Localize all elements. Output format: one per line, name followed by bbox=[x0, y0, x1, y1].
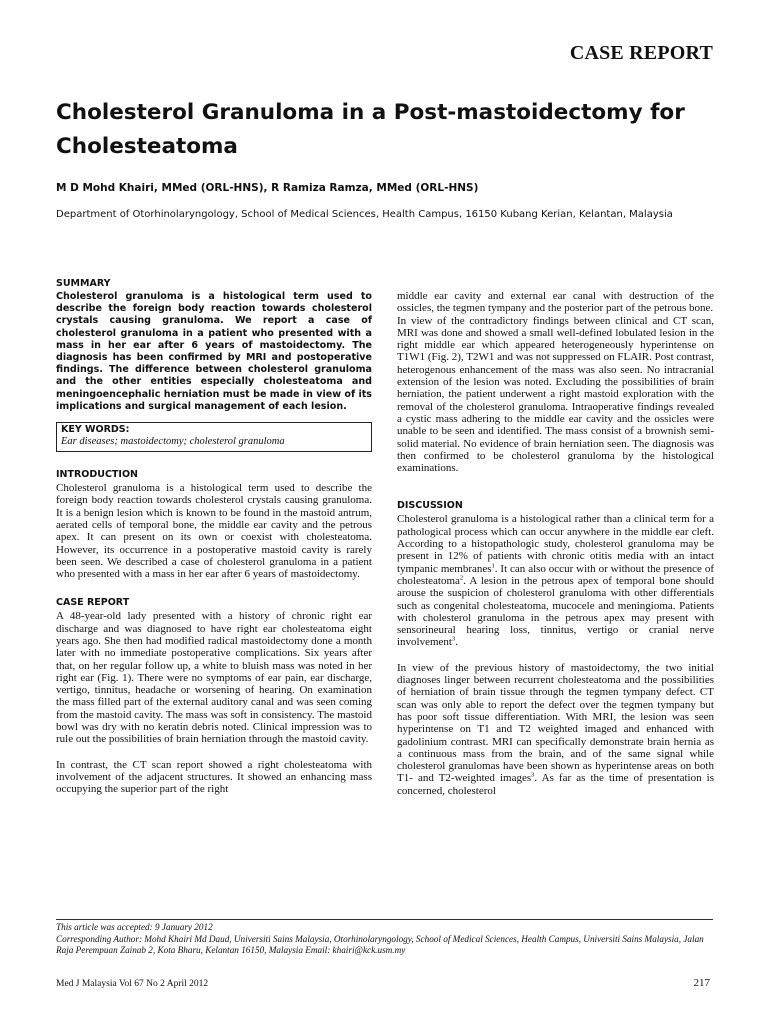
reference-marker: 1 bbox=[491, 561, 495, 569]
reference-marker: 3 bbox=[531, 771, 535, 779]
page-number: 217 bbox=[693, 977, 710, 989]
left-column bbox=[56, 278, 372, 796]
discussion-heading: DISCUSSION bbox=[397, 500, 463, 512]
case-report-paragraph: middle ear cavity and external ear canal with destruction of the ossicles, the tegmen tympany and the posterior part of the petrous bone. bbox=[397, 290, 714, 315]
summary-heading: SUMMARY bbox=[56, 278, 111, 289]
journal-citation: Med J Malaysia Vol 67 No 2 April 2012 bbox=[56, 979, 209, 989]
case-report-paragraph: In view of the contradictory findings between clinical and CT scan, MRI was done and showed a small well-defined lobulated lesion in the right middle ear which appeared heterogeneously hyperintense on T1W1 (Fig. 2), T2W1 and was not suppressed on FLAIR. Post contrast, heterogenous enhancement of the mass was also seen. No intracranial extension of the lesion was noted. Excluding the possibilities of brain herniation, the patient underwent a right mastoid exploration with the removal of the cholesterol granuloma. Intraoperative findings revealed a cystic mass adhering to the middle ear cavity and the ossicles were unable to be seen and identified. The mass consist of a brownish semi-solid material. No evidence of brain herniation seen. The diagnosis was then confirmed to be cholesterol granuloma by the histological examinations. bbox=[397, 314, 714, 475]
section-label: CASE REPORT bbox=[569, 42, 713, 64]
accepted-date: This article was accepted: 9 January 2012 bbox=[56, 922, 213, 932]
keywords-box bbox=[56, 422, 372, 452]
discussion-paragraph: Cholesterol granuloma is a histological rather than a clinical term for a pathological process which can occur anywhere in the middle ear cleft. According to a histopathologic study, cholesterol granuloma may be present in 12% of patients with chronic otitis media with an intact tympanic membranes$^1$. It can also occur with or without the presence of cholesteatoma$^2$. A lesion in the petrous apex of temporal bone should arouse the suspicion of cholesterol granuloma with other differentials such as congenital cholesteatoma, mucocele and meningioma. Patients with cholesterol granuloma in the petrous apex may present with sensorineural hearing loss, tinnitus, vertigo or cranial nerve involvement$^3$. bbox=[397, 513, 714, 649]
case-report-paragraph: In contrast, the CT scan report showed a right cholesteatoma with involvement of the adjacent structures. It showed an enhancing mass occupying the superior part of the right bbox=[56, 758, 372, 796]
keywords-label: KEY WORDS: bbox=[61, 424, 130, 436]
reference-marker: 3 bbox=[452, 635, 456, 643]
article-authors: M D Mohd Khairi, MMed (ORL-HNS), R Ramiza Ramza, MMed (ORL-HNS) bbox=[56, 182, 479, 194]
corresponding-author: Corresponding Author: Mohd Khairi Md Daud, Universiti Sains Malaysia, Otorhinolaryngology, School of Medical Sciences, Health Campus, Universiti Sains Malaysia, Jalan Raja Perempuan Zainab 2, Kota Bharu, Kelantan 16150, Malaysia Email: khairi@kck.usm.my bbox=[56, 933, 704, 955]
introduction-text: Cholesterol granuloma is a histological term used to describe the foreign body reaction towards cholesterol crystals causing granuloma. It is a benign lesion which is known to be found in the mastoid antrum, aerated cells of temporal bone, the middle ear cavity and the petrous apex. It can present on its own or coexist with cholesteatoma. However, its occurrence in a postoperative mastoid cavity is rarely been seen. We described a case of cholesterol granuloma in a patient who presented with a mass in her ear after 6 years of mastoidectomy. bbox=[56, 482, 372, 581]
summary-text: Cholesterol granuloma is a histological term used to describe the foreign body reaction towards cholesterol crystals causing granuloma. We report a case of cholesterol granuloma in a patient who presented with a mass in her ear after 6 years of mastoidectomy. The diagnosis has been confirmed by MRI and postoperative findings. The difference between cholesterol granuloma and the other entities especially cholesteatoma and meningoencephalic herniation must be made in view of its implications and surgical management of each lesion. bbox=[56, 291, 372, 412]
article-footnote bbox=[56, 922, 718, 957]
introduction-heading: INTRODUCTION bbox=[56, 469, 138, 481]
article-title: Cholesterol Granuloma in a Post-mastoidectomy for Cholesteatoma bbox=[56, 100, 685, 159]
case-report-paragraph: A 48-year-old lady presented with a history of chronic right ear discharge and was diagnosed to have right ear cholesteatoma eight years ago. She then had modified radical mastoidectomy done a month later with no immediate postoperative complications. Six years after that, on her regular follow up, a white to bluish mass was noted in her right ear (Fig. 1). There were no symptoms of ear pain, ear discharge, vertigo, tinnitus, headache or worsening of hearing. On examination the mass filled part of the external auditory canal and was seen coming from the mastoid cavity. The mass was soft in consistency. The mastoid bowl was dry with no keratin debris noted. Clinical impression was to rule out the possibilities of brain herniation through the mastoid cavity. bbox=[56, 610, 372, 746]
article-affiliation: Department of Otorhinolaryngology, School of Medical Sciences, Health Campus, 16150 Kubang Kerian, Kelantan, Malaysia bbox=[56, 209, 673, 220]
keywords-text: Ear diseases; mastoidectomy; cholesterol granuloma bbox=[61, 436, 285, 448]
reference-marker: 2 bbox=[459, 574, 464, 582]
right-column bbox=[397, 290, 714, 797]
footer-divider bbox=[56, 919, 713, 920]
case-report-heading: CASE REPORT bbox=[56, 597, 130, 609]
discussion-paragraph: In view of the previous history of mastoidectomy, the two initial diagnoses linger between recurrent cholesteatoma and the possibilities of herniation of brain tissue through the tegmen tympany defect. CT scan was only able to report the defect over the tegmen tympany but has poor soft tissue differentiation. With MRI, the lesion was seen hyperintense on T1 and T2 weighted imaged and enhanced with gadolinium contrast. MRI can specifically demonstrate brain hernia as a continuous mass from the brain, and of the same signal while cholesterol granulomas have been shown as hyperintense areas on both T1- and T2-weighted images$^3$. As far as the time of presentation is concerned, cholesterol bbox=[397, 661, 714, 797]
